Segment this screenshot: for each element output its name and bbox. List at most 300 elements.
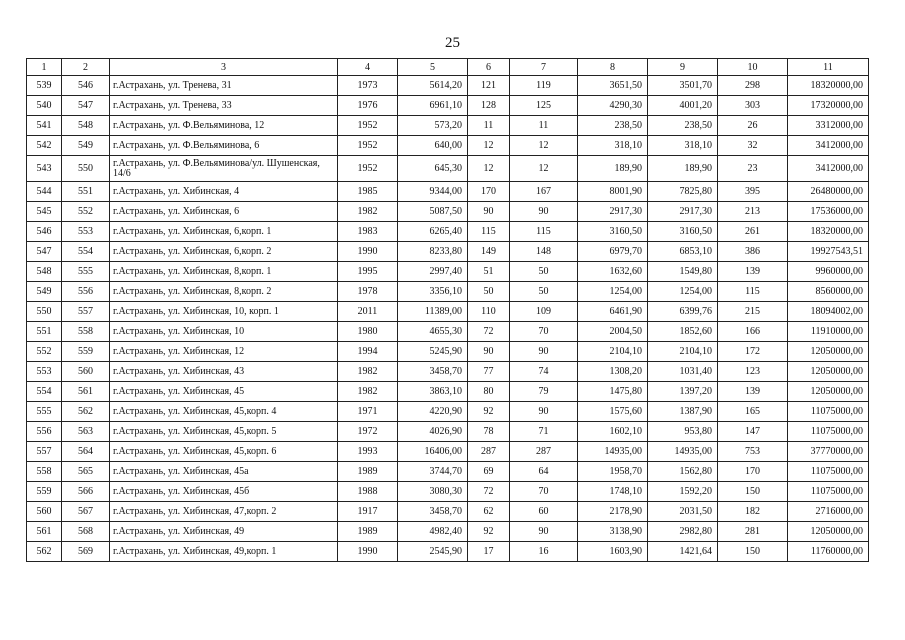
area-cell: 4001,20 — [648, 96, 718, 116]
record-number: 557 — [62, 302, 110, 322]
row-index: 557 — [27, 442, 62, 462]
table-row — [27, 156, 869, 182]
address-cell: г.Астрахань, ул. Хибинская, 10, корп. 1 — [110, 302, 338, 322]
row-index: 553 — [27, 362, 62, 382]
area-cell: 3458,70 — [398, 362, 468, 382]
address-cell: г.Астрахань, ул. Хибинская, 10 — [110, 322, 338, 342]
amount-cell: 12050000,00 — [788, 342, 869, 362]
record-number: 558 — [62, 322, 110, 342]
area-cell: 1421,64 — [648, 542, 718, 562]
row-index: 541 — [27, 116, 62, 136]
year-cell: 1980 — [338, 322, 398, 342]
area-cell: 1602,10 — [578, 422, 648, 442]
count-cell: 386 — [718, 242, 788, 262]
column-header: 8 — [578, 59, 648, 76]
year-cell: 1995 — [338, 262, 398, 282]
table-row — [27, 382, 869, 402]
amount-cell: 19927543,51 — [788, 242, 869, 262]
column-header: 10 — [718, 59, 788, 76]
amount-cell: 3412000,00 — [788, 136, 869, 156]
row-index: 556 — [27, 422, 62, 442]
area-cell: 2104,10 — [648, 342, 718, 362]
column-header: 9 — [648, 59, 718, 76]
amount-cell: 18320000,00 — [788, 222, 869, 242]
area-cell: 2917,30 — [578, 202, 648, 222]
row-index: 551 — [27, 322, 62, 342]
count-cell: 92 — [468, 522, 510, 542]
count-cell: 213 — [718, 202, 788, 222]
year-cell: 1972 — [338, 422, 398, 442]
area-cell: 189,90 — [648, 156, 718, 182]
count-cell: 172 — [718, 342, 788, 362]
area-cell: 1592,20 — [648, 482, 718, 502]
area-cell: 3138,90 — [578, 522, 648, 542]
area-cell: 2917,30 — [648, 202, 718, 222]
row-index: 546 — [27, 222, 62, 242]
row-index: 540 — [27, 96, 62, 116]
count-cell: 125 — [510, 96, 578, 116]
count-cell: 51 — [468, 262, 510, 282]
row-index: 561 — [27, 522, 62, 542]
record-number: 569 — [62, 542, 110, 562]
table-row — [27, 136, 869, 156]
area-cell: 5614,20 — [398, 76, 468, 96]
address-cell: г.Астрахань, ул. Тренева, 33 — [110, 96, 338, 116]
count-cell: 79 — [510, 382, 578, 402]
count-cell: 115 — [718, 282, 788, 302]
area-cell: 5087,50 — [398, 202, 468, 222]
record-number: 561 — [62, 382, 110, 402]
area-cell: 2104,10 — [578, 342, 648, 362]
row-index: 544 — [27, 182, 62, 202]
year-cell: 2011 — [338, 302, 398, 322]
area-cell: 6265,40 — [398, 222, 468, 242]
count-cell: 90 — [468, 202, 510, 222]
count-cell: 167 — [510, 182, 578, 202]
count-cell: 62 — [468, 502, 510, 522]
count-cell: 261 — [718, 222, 788, 242]
year-cell: 1989 — [338, 522, 398, 542]
record-number: 549 — [62, 136, 110, 156]
count-cell: 395 — [718, 182, 788, 202]
area-cell: 7825,80 — [648, 182, 718, 202]
count-cell: 77 — [468, 362, 510, 382]
area-cell: 2982,80 — [648, 522, 718, 542]
area-cell: 1549,80 — [648, 262, 718, 282]
record-number: 548 — [62, 116, 110, 136]
year-cell: 1994 — [338, 342, 398, 362]
count-cell: 11 — [510, 116, 578, 136]
amount-cell: 3412000,00 — [788, 156, 869, 182]
record-number: 547 — [62, 96, 110, 116]
table-row — [27, 462, 869, 482]
count-cell: 287 — [510, 442, 578, 462]
column-header: 3 — [110, 59, 338, 76]
area-cell: 573,20 — [398, 116, 468, 136]
table-row — [27, 116, 869, 136]
column-header: 1 — [27, 59, 62, 76]
address-cell: г.Астрахань, ул. Хибинская, 45,корп. 6 — [110, 442, 338, 462]
count-cell: 50 — [510, 282, 578, 302]
amount-cell: 11075000,00 — [788, 462, 869, 482]
table-row — [27, 202, 869, 222]
count-cell: 149 — [468, 242, 510, 262]
record-number: 555 — [62, 262, 110, 282]
year-cell: 1982 — [338, 202, 398, 222]
year-cell: 1985 — [338, 182, 398, 202]
area-cell: 318,10 — [578, 136, 648, 156]
count-cell: 69 — [468, 462, 510, 482]
amount-cell: 11910000,00 — [788, 322, 869, 342]
record-number: 562 — [62, 402, 110, 422]
count-cell: 139 — [718, 262, 788, 282]
area-cell: 6961,10 — [398, 96, 468, 116]
address-cell: г.Астрахань, ул. Хибинская, 43 — [110, 362, 338, 382]
amount-cell: 11075000,00 — [788, 402, 869, 422]
amount-cell: 9960000,00 — [788, 262, 869, 282]
count-cell: 298 — [718, 76, 788, 96]
count-cell: 150 — [718, 482, 788, 502]
record-number: 568 — [62, 522, 110, 542]
record-number: 556 — [62, 282, 110, 302]
column-header: 6 — [468, 59, 510, 76]
count-cell: 119 — [510, 76, 578, 96]
count-cell: 70 — [510, 482, 578, 502]
amount-cell: 2716000,00 — [788, 502, 869, 522]
area-cell: 3744,70 — [398, 462, 468, 482]
table-row — [27, 522, 869, 542]
table-row — [27, 96, 869, 116]
count-cell: 78 — [468, 422, 510, 442]
area-cell: 3080,30 — [398, 482, 468, 502]
area-cell: 318,10 — [648, 136, 718, 156]
area-cell: 6979,70 — [578, 242, 648, 262]
address-cell: г.Астрахань, ул. Хибинская, 6,корп. 2 — [110, 242, 338, 262]
area-cell: 6399,76 — [648, 302, 718, 322]
column-header: 2 — [62, 59, 110, 76]
table-row — [27, 362, 869, 382]
count-cell: 115 — [510, 222, 578, 242]
area-cell: 3160,50 — [648, 222, 718, 242]
address-cell: г.Астрахань, ул. Хибинская, 47,корп. 2 — [110, 502, 338, 522]
count-cell: 32 — [718, 136, 788, 156]
year-cell: 1989 — [338, 462, 398, 482]
area-cell: 4655,30 — [398, 322, 468, 342]
count-cell: 139 — [718, 382, 788, 402]
area-cell: 2031,50 — [648, 502, 718, 522]
amount-cell: 12050000,00 — [788, 362, 869, 382]
area-cell: 3863,10 — [398, 382, 468, 402]
area-cell: 1632,60 — [578, 262, 648, 282]
year-cell: 1952 — [338, 136, 398, 156]
area-cell: 3501,70 — [648, 76, 718, 96]
count-cell: 12 — [468, 136, 510, 156]
address-cell: г.Астрахань, ул. Тренева, 31 — [110, 76, 338, 96]
area-cell: 1958,70 — [578, 462, 648, 482]
area-cell: 8233,80 — [398, 242, 468, 262]
address-cell: г.Астрахань, ул. Ф.Вельяминова, 12 — [110, 116, 338, 136]
area-cell: 3356,10 — [398, 282, 468, 302]
address-cell: г.Астрахань, ул. Хибинская, 4 — [110, 182, 338, 202]
table-row — [27, 262, 869, 282]
table-row — [27, 542, 869, 562]
count-cell: 303 — [718, 96, 788, 116]
count-cell: 287 — [468, 442, 510, 462]
amount-cell: 11075000,00 — [788, 422, 869, 442]
count-cell: 110 — [468, 302, 510, 322]
row-index: 545 — [27, 202, 62, 222]
year-cell: 1982 — [338, 382, 398, 402]
amount-cell: 17320000,00 — [788, 96, 869, 116]
count-cell: 182 — [718, 502, 788, 522]
record-number: 560 — [62, 362, 110, 382]
count-cell: 17 — [468, 542, 510, 562]
record-number: 565 — [62, 462, 110, 482]
count-cell: 12 — [468, 156, 510, 182]
area-cell: 4026,90 — [398, 422, 468, 442]
area-cell: 3651,50 — [578, 76, 648, 96]
count-cell: 90 — [468, 342, 510, 362]
row-index: 548 — [27, 262, 62, 282]
record-number: 553 — [62, 222, 110, 242]
amount-cell: 12050000,00 — [788, 382, 869, 402]
area-cell: 4290,30 — [578, 96, 648, 116]
row-index: 560 — [27, 502, 62, 522]
address-cell: г.Астрахань, ул. Хибинская, 8,корп. 2 — [110, 282, 338, 302]
record-number: 546 — [62, 76, 110, 96]
address-cell: г.Астрахань, ул. Хибинская, 8,корп. 1 — [110, 262, 338, 282]
address-cell: г.Астрахань, ул. Хибинская, 12 — [110, 342, 338, 362]
count-cell: 150 — [718, 542, 788, 562]
housing-registry-table — [26, 58, 869, 562]
row-index: 552 — [27, 342, 62, 362]
count-cell: 128 — [468, 96, 510, 116]
address-cell: г.Астрахань, ул. Хибинская, 6,корп. 1 — [110, 222, 338, 242]
count-cell: 12 — [510, 156, 578, 182]
area-cell: 6853,10 — [648, 242, 718, 262]
table-row — [27, 422, 869, 442]
address-cell: г.Астрахань, ул. Хибинская, 45,корп. 5 — [110, 422, 338, 442]
area-cell: 2997,40 — [398, 262, 468, 282]
record-number: 567 — [62, 502, 110, 522]
amount-cell: 11760000,00 — [788, 542, 869, 562]
table-row — [27, 502, 869, 522]
table-row — [27, 242, 869, 262]
count-cell: 121 — [468, 76, 510, 96]
amount-cell: 26480000,00 — [788, 182, 869, 202]
area-cell: 4220,90 — [398, 402, 468, 422]
count-cell: 90 — [510, 342, 578, 362]
table-row — [27, 222, 869, 242]
count-cell: 109 — [510, 302, 578, 322]
area-cell: 1254,00 — [578, 282, 648, 302]
amount-cell: 17536000,00 — [788, 202, 869, 222]
area-cell: 1254,00 — [648, 282, 718, 302]
area-cell: 2545,90 — [398, 542, 468, 562]
count-cell: 50 — [468, 282, 510, 302]
count-cell: 80 — [468, 382, 510, 402]
area-cell: 645,30 — [398, 156, 468, 182]
count-cell: 92 — [468, 402, 510, 422]
area-cell: 8001,90 — [578, 182, 648, 202]
count-cell: 90 — [510, 402, 578, 422]
address-cell: г.Астрахань, ул. Хибинская, 45а — [110, 462, 338, 482]
count-cell: 64 — [510, 462, 578, 482]
year-cell: 1976 — [338, 96, 398, 116]
row-index: 549 — [27, 282, 62, 302]
count-cell: 170 — [718, 462, 788, 482]
count-cell: 148 — [510, 242, 578, 262]
address-cell: г.Астрахань, ул. Хибинская, 45,корп. 4 — [110, 402, 338, 422]
area-cell: 953,80 — [648, 422, 718, 442]
count-cell: 123 — [718, 362, 788, 382]
record-number: 566 — [62, 482, 110, 502]
address-cell: г.Астрахань, ул. Хибинская, 49,корп. 1 — [110, 542, 338, 562]
table-row — [27, 482, 869, 502]
year-cell: 1993 — [338, 442, 398, 462]
area-cell: 238,50 — [578, 116, 648, 136]
amount-cell: 3312000,00 — [788, 116, 869, 136]
address-cell: г.Астрахань, ул. Хибинская, 45б — [110, 482, 338, 502]
amount-cell: 11075000,00 — [788, 482, 869, 502]
count-cell: 170 — [468, 182, 510, 202]
area-cell: 1575,60 — [578, 402, 648, 422]
address-cell: г.Астрахань, ул. Хибинская, 6 — [110, 202, 338, 222]
area-cell: 189,90 — [578, 156, 648, 182]
amount-cell: 18320000,00 — [788, 76, 869, 96]
record-number: 552 — [62, 202, 110, 222]
page-number: 25 — [445, 35, 460, 51]
table-row — [27, 322, 869, 342]
record-number: 563 — [62, 422, 110, 442]
table-row — [27, 182, 869, 202]
area-cell: 1475,80 — [578, 382, 648, 402]
year-cell: 1973 — [338, 76, 398, 96]
count-cell: 11 — [468, 116, 510, 136]
row-index: 539 — [27, 76, 62, 96]
area-cell: 16406,00 — [398, 442, 468, 462]
table-row — [27, 76, 869, 96]
area-cell: 1748,10 — [578, 482, 648, 502]
area-cell: 14935,00 — [578, 442, 648, 462]
record-number: 551 — [62, 182, 110, 202]
area-cell: 1031,40 — [648, 362, 718, 382]
count-cell: 72 — [468, 322, 510, 342]
column-header: 11 — [788, 59, 869, 76]
count-cell: 115 — [468, 222, 510, 242]
table-row — [27, 402, 869, 422]
year-cell: 1971 — [338, 402, 398, 422]
row-index: 555 — [27, 402, 62, 422]
row-index: 559 — [27, 482, 62, 502]
column-header: 5 — [398, 59, 468, 76]
amount-cell: 18094002,00 — [788, 302, 869, 322]
count-cell: 215 — [718, 302, 788, 322]
count-cell: 23 — [718, 156, 788, 182]
count-cell: 70 — [510, 322, 578, 342]
count-cell: 72 — [468, 482, 510, 502]
record-number: 554 — [62, 242, 110, 262]
count-cell: 90 — [510, 522, 578, 542]
row-index: 543 — [27, 156, 62, 182]
year-cell: 1982 — [338, 362, 398, 382]
header-row — [27, 59, 869, 76]
column-header: 7 — [510, 59, 578, 76]
area-cell: 3458,70 — [398, 502, 468, 522]
area-cell: 9344,00 — [398, 182, 468, 202]
count-cell: 753 — [718, 442, 788, 462]
count-cell: 26 — [718, 116, 788, 136]
area-cell: 4982,40 — [398, 522, 468, 542]
amount-cell: 8560000,00 — [788, 282, 869, 302]
area-cell: 5245,90 — [398, 342, 468, 362]
address-cell: г.Астрахань, ул. Ф.Вельяминова/ул. Шушенская, 14/6 — [110, 156, 338, 182]
address-cell: г.Астрахань, ул. Ф.Вельяминова, 6 — [110, 136, 338, 156]
area-cell: 1397,20 — [648, 382, 718, 402]
row-index: 554 — [27, 382, 62, 402]
count-cell: 281 — [718, 522, 788, 542]
year-cell: 1983 — [338, 222, 398, 242]
area-cell: 1387,90 — [648, 402, 718, 422]
column-header: 4 — [338, 59, 398, 76]
row-index: 550 — [27, 302, 62, 322]
year-cell: 1990 — [338, 242, 398, 262]
address-cell: г.Астрахань, ул. Хибинская, 45 — [110, 382, 338, 402]
area-cell: 640,00 — [398, 136, 468, 156]
year-cell: 1990 — [338, 542, 398, 562]
count-cell: 166 — [718, 322, 788, 342]
count-cell: 74 — [510, 362, 578, 382]
count-cell: 16 — [510, 542, 578, 562]
amount-cell: 12050000,00 — [788, 522, 869, 542]
row-index: 547 — [27, 242, 62, 262]
count-cell: 12 — [510, 136, 578, 156]
year-cell: 1988 — [338, 482, 398, 502]
row-index: 562 — [27, 542, 62, 562]
table-body — [27, 76, 869, 562]
year-cell: 1917 — [338, 502, 398, 522]
area-cell: 3160,50 — [578, 222, 648, 242]
area-cell: 2004,50 — [578, 322, 648, 342]
area-cell: 14935,00 — [648, 442, 718, 462]
record-number: 550 — [62, 156, 110, 182]
area-cell: 1852,60 — [648, 322, 718, 342]
record-number: 559 — [62, 342, 110, 362]
area-cell: 1603,90 — [578, 542, 648, 562]
table-row — [27, 302, 869, 322]
area-cell: 2178,90 — [578, 502, 648, 522]
address-cell: г.Астрахань, ул. Хибинская, 49 — [110, 522, 338, 542]
table-row — [27, 342, 869, 362]
year-cell: 1952 — [338, 156, 398, 182]
table-row — [27, 442, 869, 462]
area-cell: 11389,00 — [398, 302, 468, 322]
count-cell: 165 — [718, 402, 788, 422]
row-index: 558 — [27, 462, 62, 482]
area-cell: 1562,80 — [648, 462, 718, 482]
area-cell: 238,50 — [648, 116, 718, 136]
record-number: 564 — [62, 442, 110, 462]
year-cell: 1952 — [338, 116, 398, 136]
count-cell: 147 — [718, 422, 788, 442]
area-cell: 1308,20 — [578, 362, 648, 382]
row-index: 542 — [27, 136, 62, 156]
table-row — [27, 282, 869, 302]
count-cell: 90 — [510, 202, 578, 222]
amount-cell: 37770000,00 — [788, 442, 869, 462]
count-cell: 71 — [510, 422, 578, 442]
area-cell: 6461,90 — [578, 302, 648, 322]
